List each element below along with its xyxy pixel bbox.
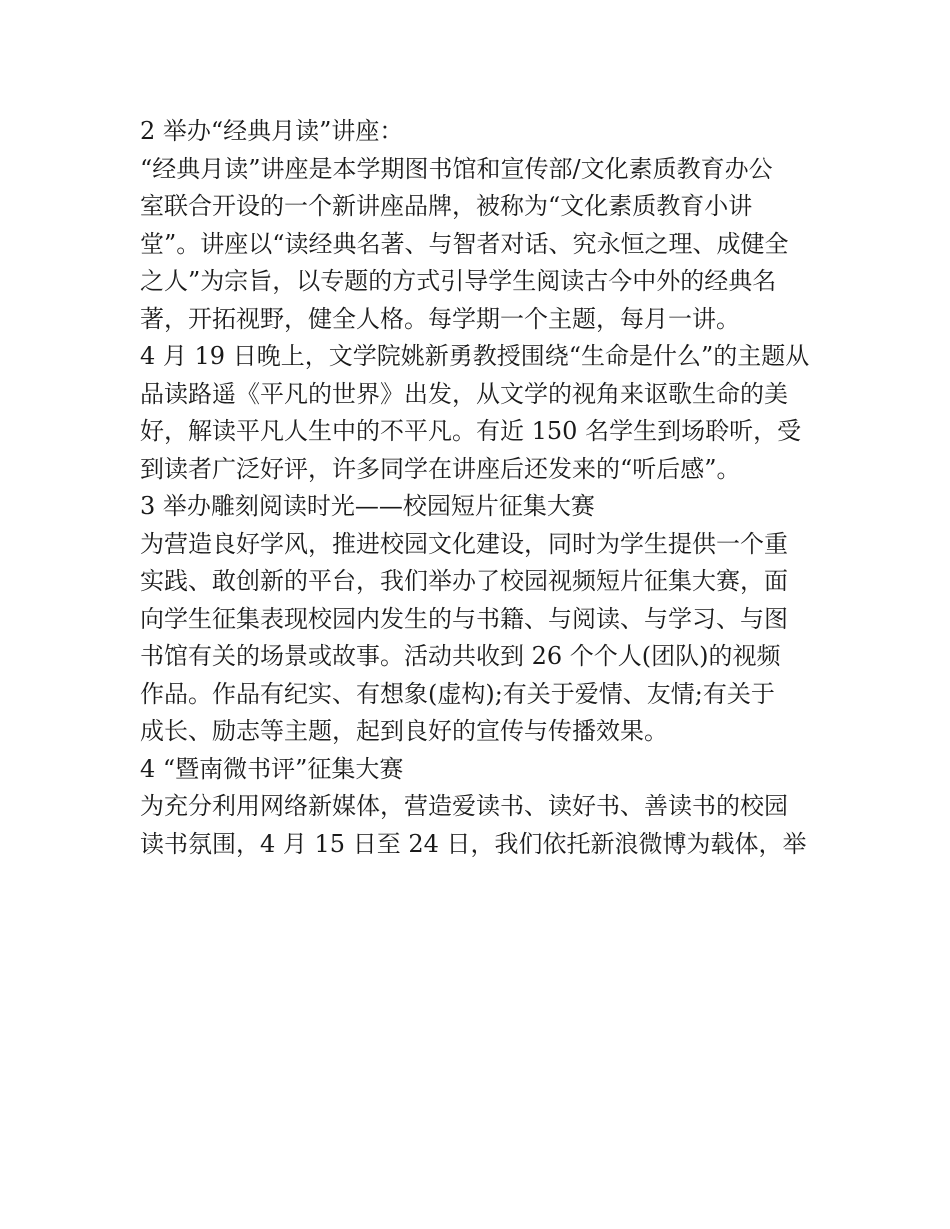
paragraph-line: 读书氛围，4 月 15 日至 24 日，我们依托新浪微博为载体，举: [140, 829, 807, 858]
paragraph-line: 品读路遥《平凡的世界》出发，从文学的视角来讴歌生命的美: [140, 379, 788, 408]
paragraph-line: 4 月 19 日晚上，文学院姚新勇教授围绕“生命是什么”的主题从: [140, 342, 810, 370]
section-heading-micro-review: 4 “暨南微书评”征集大赛: [140, 754, 404, 783]
section-heading-lecture: 2 举办“经典月读”讲座：: [140, 117, 404, 145]
paragraph-line: 著，开拓视野，健全人格。每学期一个主题，每月一讲。: [140, 304, 740, 333]
paragraph-line: 作品。作品有纪实、有想象(虚构);有关于爱情、友情;有关于: [140, 679, 775, 708]
paragraph-line: 到读者广泛好评，许多同学在讲座后还发来的“听后感”。: [140, 454, 741, 483]
paragraph-line: 之人”为宗旨，以专题的方式引导学生阅读古今中外的经典名: [140, 267, 777, 295]
paragraph-line: 向学生征集表现校园内发生的与书籍、与阅读、与学习、与图: [140, 604, 788, 633]
paragraph-line: 堂”。讲座以“读经典名著、与智者对话、究永恒之理、成健全: [140, 229, 789, 258]
paragraph-line: 书馆有关的场景或故事。活动共收到 26 个个人(团队)的视频: [140, 642, 781, 670]
paragraph-line: 为营造良好学风，推进校园文化建设，同时为学生提供一个重: [140, 529, 788, 558]
paragraph-line: “经典月读”讲座是本学期图书馆和宣传部/文化素质教育办公: [140, 154, 773, 183]
paragraph-line: 成长、励志等主题，起到良好的宣传与传播效果。: [140, 717, 668, 745]
paragraph-line: 室联合开设的一个新讲座品牌，被称为“文化素质教育小讲: [140, 192, 753, 220]
document-body: [140, 113, 820, 863]
section-heading-video-contest: 3 举办雕刻阅读时光——校园短片征集大赛: [140, 492, 595, 520]
paragraph-line: 实践、敢创新的平台，我们举办了校园视频短片征集大赛，面: [140, 567, 788, 595]
paragraph-line: 为充分利用网络新媒体，营造爱读书、读好书、善读书的校园: [140, 792, 788, 820]
paragraph-line: 好，解读平凡人生中的不平凡。有近 150 名学生到场聆听，受: [140, 417, 802, 445]
